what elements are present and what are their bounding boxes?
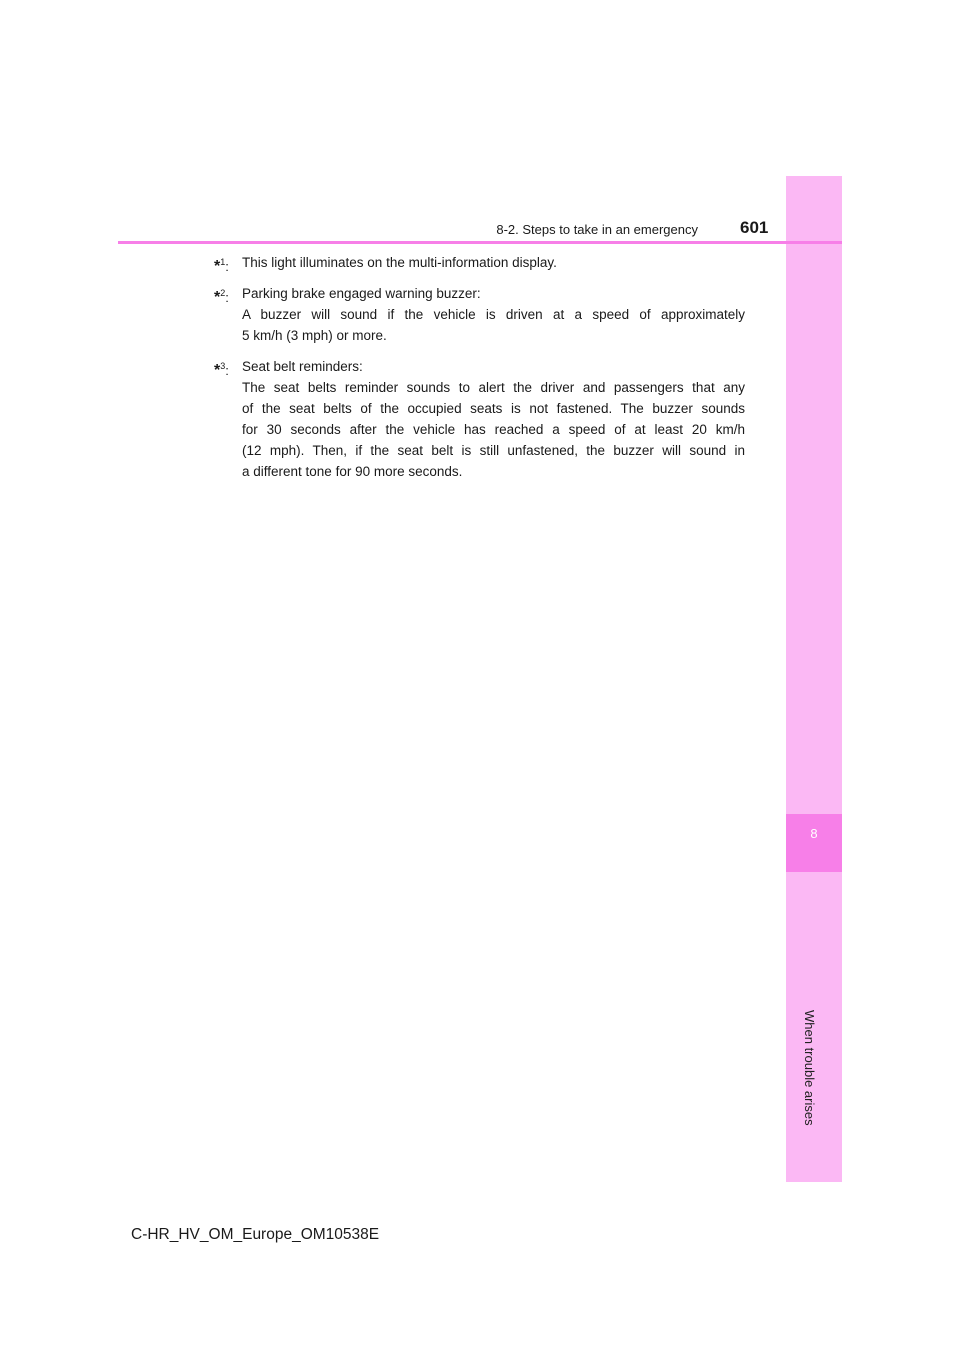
footnote-marker: *$^2$: bbox=[214, 288, 229, 306]
footnote-heading: Parking brake engaged warning buzzer: bbox=[242, 286, 481, 301]
footnote-marker: *$^3$: bbox=[214, 361, 229, 379]
header-rule bbox=[118, 241, 842, 244]
chapter-block bbox=[786, 814, 842, 872]
footnote-text: for 30 seconds after the vehicle has reached a speed of at least 20 km/h bbox=[242, 422, 745, 437]
footnote-3 bbox=[214, 356, 745, 482]
footnote-text: The seat belts reminder sounds to alert the driver and passengers that any bbox=[242, 380, 745, 395]
footnote-text: (12 mph). Then, if the seat belt is still unfastened, the buzzer will sound in bbox=[242, 443, 745, 458]
footnote-list bbox=[214, 252, 745, 492]
footnote-2 bbox=[214, 283, 745, 346]
footnote-text: 5 km/h (3 mph) or more. bbox=[242, 328, 387, 343]
footnote-marker: *$^1$: bbox=[214, 257, 229, 275]
document-code: C-HR_HV_OM_Europe_OM10538E bbox=[131, 1226, 380, 1243]
chapter-title: When trouble arises bbox=[802, 1010, 817, 1126]
footnote-text: This light illuminates on the multi-information display. bbox=[242, 255, 557, 270]
chapter-number: 8 bbox=[810, 826, 818, 841]
footnote-heading: Seat belt reminders: bbox=[242, 359, 363, 374]
footnote-text: A buzzer will sound if the vehicle is driven at a speed of approximately bbox=[242, 307, 745, 322]
footnote-text: a different tone for 90 more seconds. bbox=[242, 464, 463, 479]
footnote-text: of the seat belts of the occupied seats is not fastened. The buzzer sounds bbox=[242, 401, 745, 416]
section-title: 8-2. Steps to take in an emergency bbox=[496, 222, 698, 237]
footnote-1 bbox=[214, 252, 745, 275]
page-number: 601 bbox=[740, 218, 769, 237]
